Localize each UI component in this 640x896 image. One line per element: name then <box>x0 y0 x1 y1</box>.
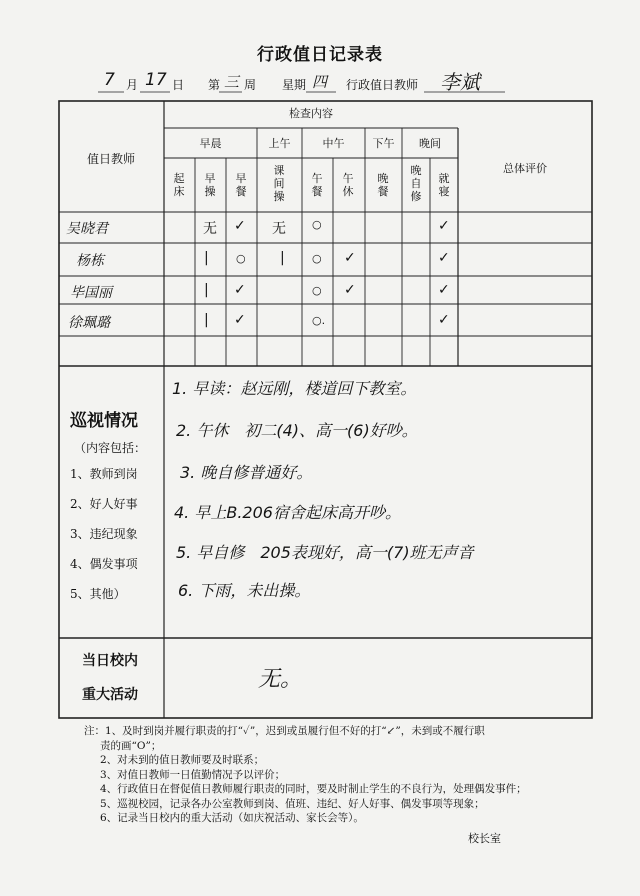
col-dinner: 晚 餐 <box>377 172 389 198</box>
note-line: 6、记录当日校内的重大活动（如庆祝活动、家长会等）。 <box>100 812 364 824</box>
week-suffix: 周 <box>244 78 257 92</box>
mark-cell: ✓ <box>234 218 246 234</box>
admin-teacher-signature: 李斌 <box>440 70 480 94</box>
table-grid-lines <box>58 100 594 720</box>
col-morning-exercise: 早 操 <box>204 172 216 198</box>
col-break-exercise: 课 间 操 <box>273 164 285 203</box>
note-line: 4、行政值日在督促值日教师履行职责的同时，要及时制止学生的不良行为，处理偶发事件； <box>100 783 527 795</box>
row-teacher-name: 徐珮璐 <box>68 315 110 331</box>
patrol-entry: 5. 早自修 205表现好，高一(7)班无声音 <box>176 543 474 562</box>
mark-cell: ○ <box>312 218 322 231</box>
mark-cell: ○ <box>312 252 322 265</box>
patrol-title: 巡视情况 <box>70 411 138 431</box>
mark-cell: ○ <box>312 284 322 297</box>
mark-cell: ✓ <box>344 250 356 266</box>
month-unit: 月 <box>126 78 139 92</box>
mark-cell: ✓ <box>438 218 450 234</box>
form-title: 行政值日记录表 <box>257 45 383 65</box>
note-line: 责的画“O”； <box>100 739 162 752</box>
patrol-entry: 2. 午休 初二(4)、高一(6)好吵。 <box>176 421 418 440</box>
patrol-entry: 6. 下雨，未出操。 <box>178 581 311 600</box>
row-teacher-name: 毕国丽 <box>70 285 112 301</box>
patrol-entry: 3. 晚自修普通好。 <box>180 463 313 482</box>
check-content-header: 检查内容 <box>289 107 333 120</box>
note-line: 注：1、及时到岗并履行职责的打“✓”，迟到或虽履行但不好的打“↙”，未到或不履行职 <box>84 725 485 737</box>
patrol-item: 4、偶发事项 <box>70 557 138 571</box>
col-noon-rest: 午 休 <box>342 172 354 198</box>
mark-cell: ✓ <box>438 282 450 298</box>
day-unit: 日 <box>172 78 185 92</box>
group-noon: 中午 <box>322 137 345 150</box>
group-evening: 晚间 <box>419 137 441 150</box>
note-line: 3、对值日教师一日值勤情况予以评价； <box>100 768 286 781</box>
group-morning: 早晨 <box>199 137 222 150</box>
weekday-prefix: 星期 <box>282 78 307 92</box>
mark-cell: ○ <box>236 252 246 265</box>
mark-cell: 无 <box>272 221 286 237</box>
month-value: 7 <box>104 70 115 90</box>
mark-cell: | <box>204 282 209 298</box>
col-get-up: 起 床 <box>173 172 185 198</box>
patrol-item: 1、教师到岗 <box>70 467 138 481</box>
record-table <box>58 100 594 720</box>
major-events-label-line1: 当日校内 <box>82 653 138 669</box>
patrol-item: 2、好人好事 <box>70 497 138 511</box>
mark-cell: ✓ <box>438 250 450 266</box>
form-notes <box>84 724 604 826</box>
patrol-scope: （内容包括： <box>74 441 147 455</box>
note-line: 2、对未到的值日教师要及时联系； <box>100 754 265 766</box>
major-events-label-line2: 重大活动 <box>82 687 138 703</box>
patrol-item: 5、其他） <box>70 587 126 601</box>
major-events-value: 无。 <box>258 667 303 692</box>
admin-teacher-label: 行政值日教师 <box>346 78 419 92</box>
note-line: 5、巡视校园，记录各办公室教师到岗、值班、违纪、好人好事、偶发事项等现象； <box>100 797 485 810</box>
mark-cell: | <box>204 312 209 328</box>
principal-office: 校长室 <box>468 832 501 845</box>
mark-cell: ○. <box>312 314 326 327</box>
patrol-entry: 4. 早上B.206宿舍起床高开吵。 <box>174 503 401 522</box>
day-value: 17 <box>145 70 167 90</box>
col-lunch: 午 餐 <box>311 172 323 198</box>
col-evening-study: 晚 自 修 <box>410 164 422 203</box>
group-afternoon: 下午 <box>372 137 395 150</box>
mark-cell: ✓ <box>438 312 450 328</box>
row-teacher-name: 吴晓君 <box>66 221 108 237</box>
duty-teacher-header: 值日教师 <box>86 152 135 166</box>
col-breakfast: 早 餐 <box>235 172 247 198</box>
header-underlines <box>0 0 640 100</box>
mark-cell: 无 <box>203 221 217 237</box>
col-bedtime: 就 寝 <box>438 172 450 198</box>
mark-cell: ✓ <box>344 282 356 298</box>
patrol-entry: 1. 早读：赵远刚，楼道回下教室。 <box>172 379 417 398</box>
mark-cell: | <box>280 250 285 266</box>
weekday-value: 四 <box>312 73 328 91</box>
week-prefix: 第 <box>208 78 221 92</box>
overall-evaluation-header: 总体评价 <box>503 162 547 175</box>
patrol-item: 3、违纪现象 <box>70 527 138 541</box>
row-teacher-name: 杨栋 <box>76 253 104 269</box>
week-value: 三 <box>224 73 240 91</box>
mark-cell: ✓ <box>234 312 246 328</box>
mark-cell: ✓ <box>234 282 246 298</box>
mark-cell: | <box>204 250 209 266</box>
group-forenoon: 上午 <box>268 137 291 150</box>
